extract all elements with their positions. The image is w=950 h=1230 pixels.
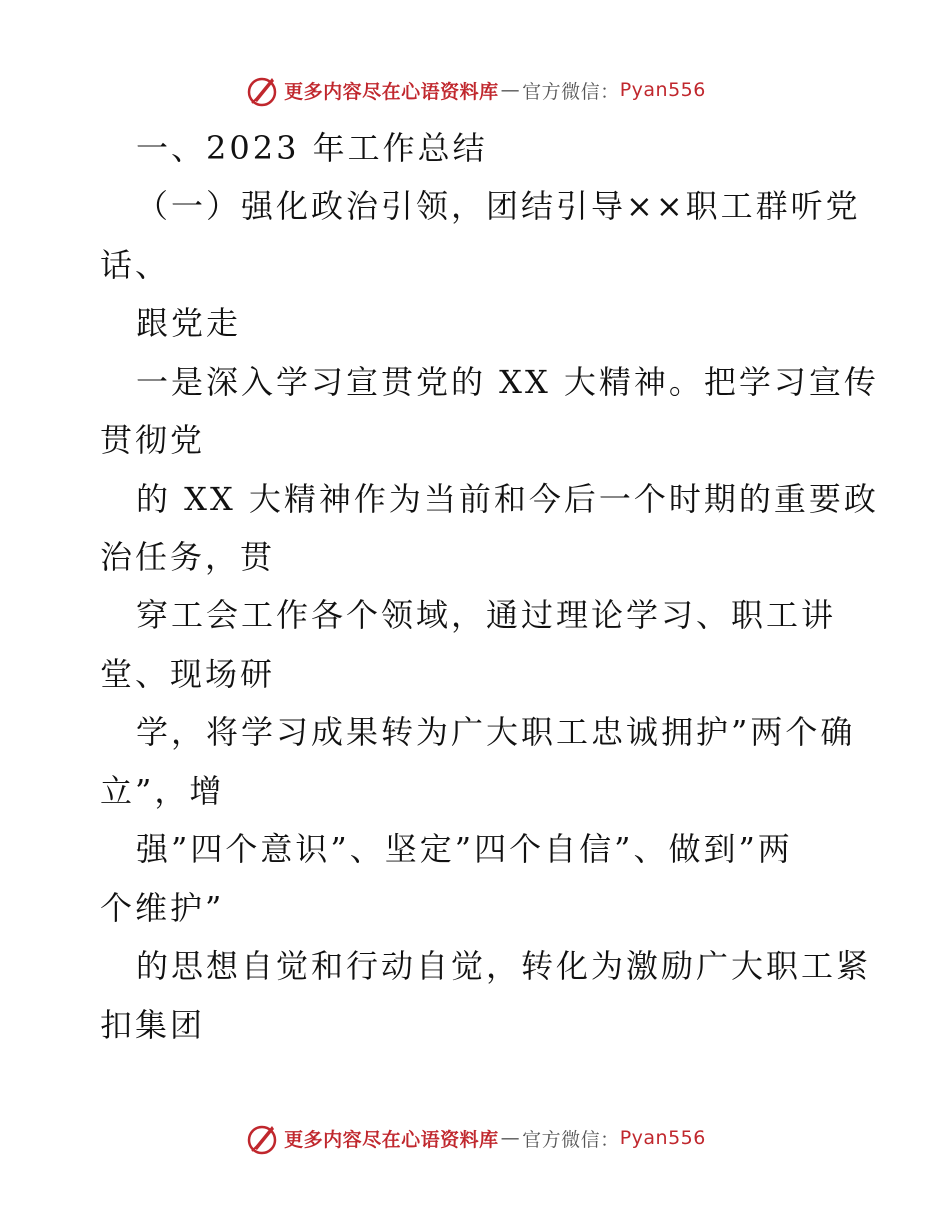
watermark-official: 官方微信： xyxy=(522,1128,620,1151)
paragraph-line: 的 XX 大精神作为当前和今后一个时期的重要政 xyxy=(136,480,879,518)
paragraph-line: 个维护” xyxy=(100,889,225,927)
watermark-dash: — xyxy=(500,1127,521,1149)
paragraph-line: 一是深入学习宣贯党的 XX 大精神。把学习宣传 xyxy=(136,363,879,401)
paragraph-line: 话、 xyxy=(100,246,171,284)
watermark-brand: 更多内容尽在心语资料库 xyxy=(284,1128,499,1151)
paragraph-line: 学，将学习成果转为广大职工忠诚拥护”两个确 xyxy=(136,713,856,751)
watermark-brand: 更多内容尽在心语资料库 xyxy=(284,80,499,103)
quill-pen-icon xyxy=(244,72,280,108)
paragraph-line: 的思想自觉和行动自觉，转化为激励广大职工紧 xyxy=(136,947,872,985)
watermark-wechat-id: Pyan556 xyxy=(619,1127,706,1149)
paragraph-line: 扣集团 xyxy=(100,1006,206,1044)
section-heading: 一、2023 年工作总结 xyxy=(136,129,488,167)
footer-watermark xyxy=(0,1118,950,1158)
watermark-dash: — xyxy=(500,79,521,101)
paragraph-line: 堂、现场研 xyxy=(100,655,276,693)
header-watermark xyxy=(0,70,950,110)
watermark-wechat-id: Pyan556 xyxy=(619,79,706,101)
paragraph-line: 治任务，贯 xyxy=(100,538,276,576)
subsection-heading: （一）强化政治引领，团结引导××职工群听党 xyxy=(136,187,861,225)
quill-pen-icon xyxy=(244,1120,280,1156)
paragraph-line: 跟党走 xyxy=(136,304,242,342)
watermark-text xyxy=(284,1125,706,1152)
paragraph-line: 强”四个意识”、坚定”四个自信”、做到”两 xyxy=(136,830,793,868)
paragraph-line: 贯彻党 xyxy=(100,421,206,459)
watermark-official: 官方微信： xyxy=(522,80,620,103)
paragraph-line: 穿工会工作各个领域，通过理论学习、职工讲 xyxy=(136,596,837,634)
paragraph-line: 立”，增 xyxy=(100,772,225,810)
watermark-text xyxy=(284,77,706,104)
